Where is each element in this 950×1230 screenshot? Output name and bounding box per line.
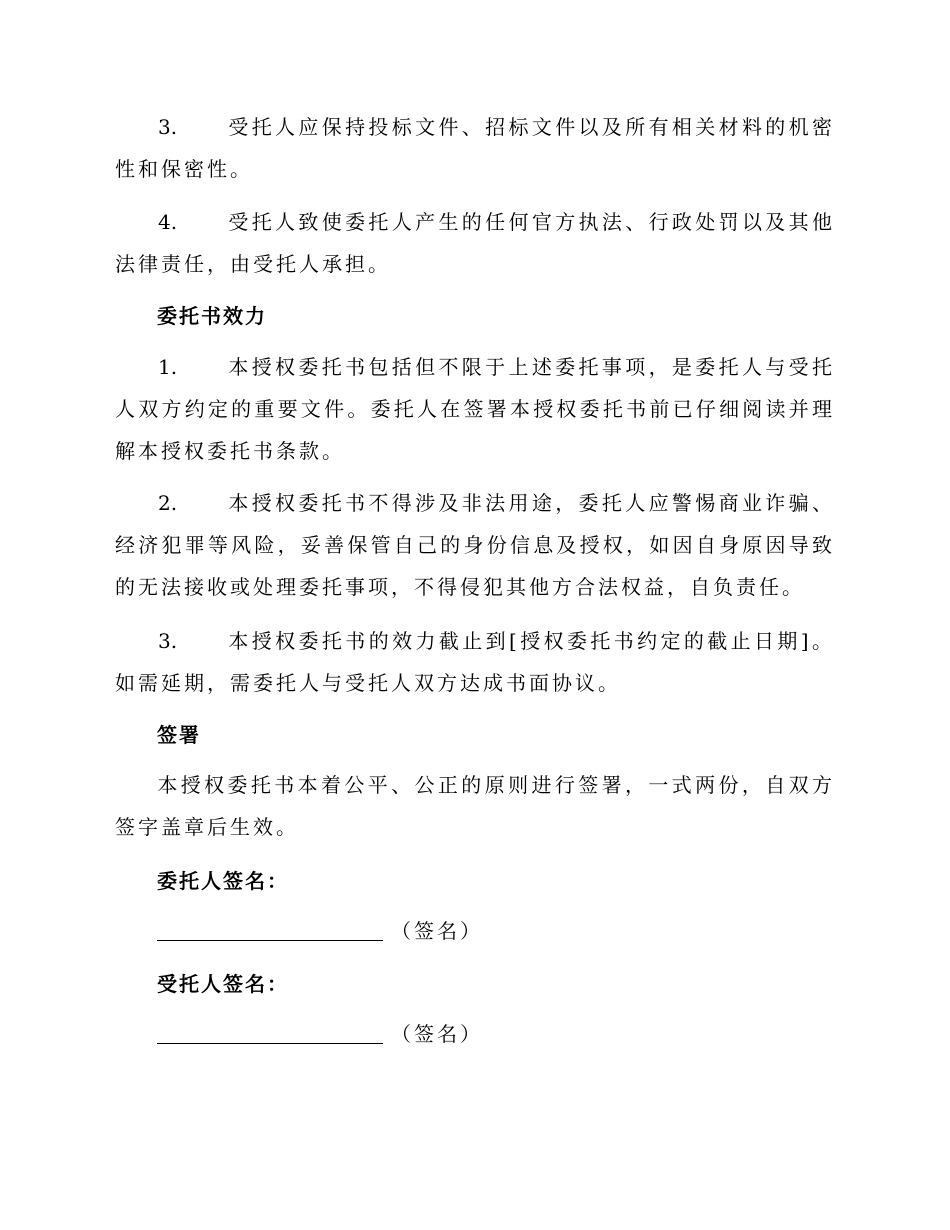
list-item <box>115 620 835 704</box>
sign-paragraph <box>115 764 835 848</box>
principal-signature-label: 委托人签名： <box>157 869 289 893</box>
list-item <box>115 201 835 285</box>
item-number: 1. <box>158 355 178 379</box>
agent-signature-hint: （签名） <box>391 1022 483 1046</box>
principal-signature-hint: （签名） <box>391 919 483 943</box>
section-heading-sign: 签署 <box>157 723 201 747</box>
item-text: 本授权委托书不得涉及非法用途，委托人应警惕商业诈骗、经济犯罪等风险，妥善保管自己的身份信息及授权，如因自身原因导致的无法接收或处理委托事项，不得侵犯其他方合法权益，自负责任。 <box>115 491 835 599</box>
principal-signature-row <box>157 910 483 952</box>
item-number: 4. <box>158 210 178 234</box>
item-text: 受托人应保持投标文件、招标文件以及所有相关材料的机密性和保密性。 <box>115 115 835 181</box>
list-item <box>115 346 835 472</box>
list-item <box>115 106 835 190</box>
item-number: 2. <box>158 491 178 515</box>
agent-signature-line[interactable] <box>157 1042 383 1044</box>
agent-signature-label: 受托人签名： <box>157 972 289 996</box>
section-heading-validity: 委托书效力 <box>157 304 267 328</box>
principal-signature-line[interactable] <box>157 939 383 941</box>
list-item <box>115 482 835 608</box>
item-text: 本授权委托书包括但不限于上述委托事项，是委托人与受托人双方约定的重要文件。委托人在签署本授权委托书前已仔细阅读并理解本授权委托书条款。 <box>115 355 835 463</box>
sign-paragraph-text: 本授权委托书本着公平、公正的原则进行签署，一式两份，自双方签字盖章后生效。 <box>115 773 835 839</box>
item-number: 3. <box>158 115 178 139</box>
item-text: 受托人致使委托人产生的任何官方执法、行政处罚以及其他法律责任，由受托人承担。 <box>115 210 835 276</box>
item-text: 本授权委托书的效力截止到[授权委托书约定的截止日期]。如需延期，需委托人与受托人双方达成书面协议。 <box>115 629 835 695</box>
item-number: 3. <box>158 629 178 653</box>
agent-signature-row <box>157 1013 483 1055</box>
